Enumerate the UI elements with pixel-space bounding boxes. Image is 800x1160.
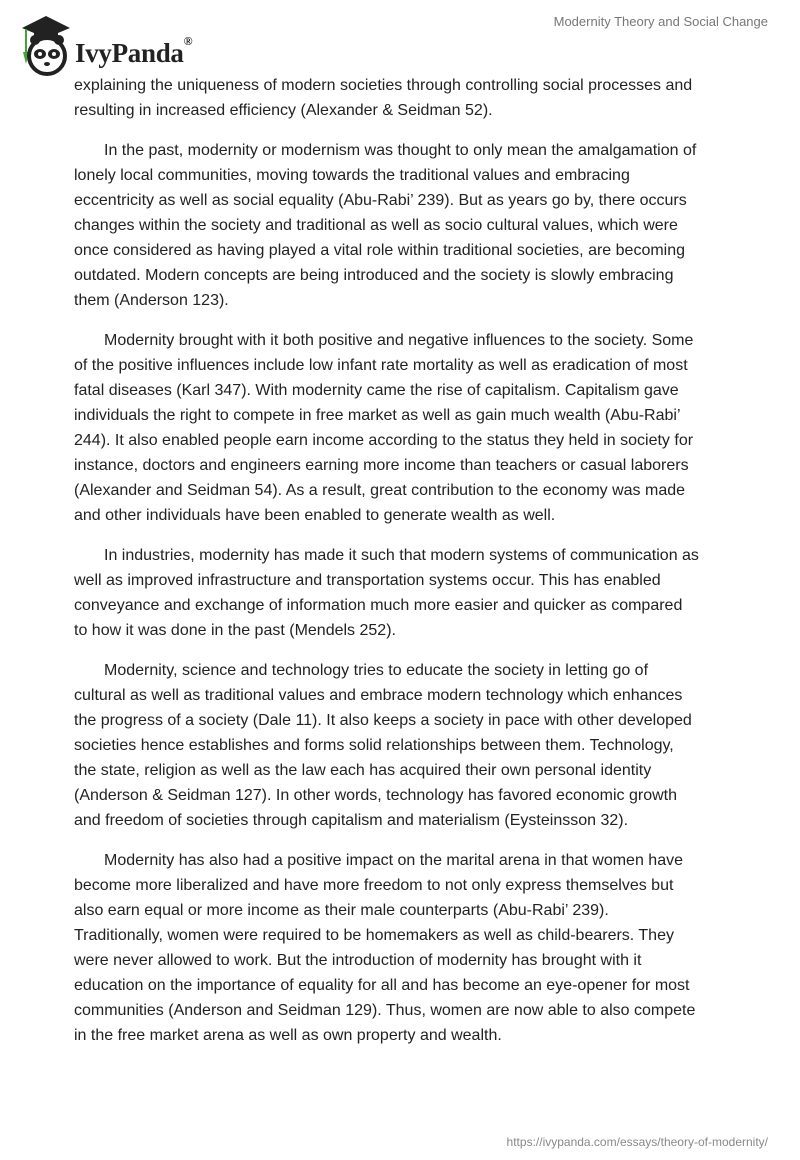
text-line: well as improved infrastructure and transportation systems occur. This has enabled <box>74 572 661 589</box>
source-url[interactable]: https://ivypanda.com/essays/theory-of-modernity/ <box>506 1135 768 1149</box>
ivypanda-logo[interactable] <box>20 12 192 76</box>
text-line: were never allowed to work. But the introduction of modernity has brought with it <box>74 952 642 969</box>
text-line: cultural as well as traditional values and embrace modern technology which enhances <box>74 687 683 704</box>
text-line: become more liberalized and have more freedom to not only express themselves but <box>74 877 674 894</box>
text-line: Modernity, science and technology tries to educate the society in letting go of <box>104 662 649 679</box>
text-line: 244). It also enabled people earn income according to the status they held in society for <box>74 432 694 449</box>
text-line: them (Anderson 123). <box>74 292 229 309</box>
text-line: communities (Anderson and Seidman 129). Thus, women are now able to also compete <box>74 1002 696 1019</box>
paragraph <box>74 138 774 313</box>
text-line: the progress of a society (Dale 11). It also keeps a society in pace with other developed <box>74 712 692 729</box>
paragraph <box>74 328 774 528</box>
text-line: conveyance and exchange of information much more easier and quicker as compared <box>74 597 683 614</box>
paragraph <box>74 73 774 123</box>
text-line: lonely local communities, moving towards the traditional values and embracing <box>74 167 630 184</box>
text-line: of the positive influences include low infant rate mortality as well as eradication of most <box>74 357 688 374</box>
text-line: Traditionally, women were required to be homemakers as well as child-bearers. They <box>74 927 674 944</box>
text-line: explaining the uniqueness of modern societies through controlling social processes and <box>74 77 693 94</box>
paragraph <box>74 848 774 1048</box>
text-line: in the free market arena as well as own property and wealth. <box>74 1027 502 1044</box>
text-line: In industries, modernity has made it such that modern systems of communication as <box>104 547 699 564</box>
text-line: individuals the right to compete in free market as well as gain much wealth (Abu-Rabi’ <box>74 407 681 424</box>
document-title: Modernity Theory and Social Change <box>553 14 768 29</box>
text-line: eccentricity as well as social equality (Abu-Rabi’ 239). But as years go by, there occurs <box>74 192 687 209</box>
text-line: the state, religion as well as the law each has acquired their own personal identity <box>74 762 652 779</box>
text-line: and other individuals have been enabled to generate wealth as well. <box>74 507 556 524</box>
panda-graduate-icon <box>20 12 72 76</box>
logo-text: IvyPanda® <box>75 33 193 68</box>
text-line: (Alexander and Seidman 54). As a result, great contribution to the economy was made <box>74 482 686 499</box>
text-line: also earn equal or more income as their male counterparts (Abu-Rabi’ 239). <box>74 902 609 919</box>
text-line: education on the importance of equality for all and has become an eye-opener for most <box>74 977 690 994</box>
text-line: In the past, modernity or modernism was thought to only mean the amalgamation of <box>104 142 697 159</box>
text-line: once considered as having played a vital role within traditional societies, are becoming <box>74 242 686 259</box>
paragraph <box>74 658 774 833</box>
text-line: and freedom of societies through capitalism and materialism (Eysteinsson 32). <box>74 812 629 829</box>
text-line: outdated. Modern concepts are being introduced and the society is slowly embracing <box>74 267 674 284</box>
text-line: resulting in increased efficiency (Alexander & Seidman 52). <box>74 102 493 119</box>
text-line: Modernity brought with it both positive and negative influences to the society. Some <box>104 332 694 349</box>
text-line: societies hence establishes and forms solid relationships between them. Technology, <box>74 737 674 754</box>
text-line: fatal diseases (Karl 347). With modernity came the rise of capitalism. Capitalism gave <box>74 382 679 399</box>
text-line: Modernity has also had a positive impact on the marital arena in that women have <box>104 852 683 869</box>
paragraph <box>74 543 774 643</box>
text-line: instance, doctors and engineers earning more income than teachers or casual laborers <box>74 457 689 474</box>
essay-body <box>74 73 774 1063</box>
text-line: to how it was done in the past (Mendels 252). <box>74 622 396 639</box>
text-line: (Anderson & Seidman 127). In other words, technology has favored economic growth <box>74 787 677 804</box>
text-line: changes within the society and traditional as well as socio cultural values, which were <box>74 217 678 234</box>
